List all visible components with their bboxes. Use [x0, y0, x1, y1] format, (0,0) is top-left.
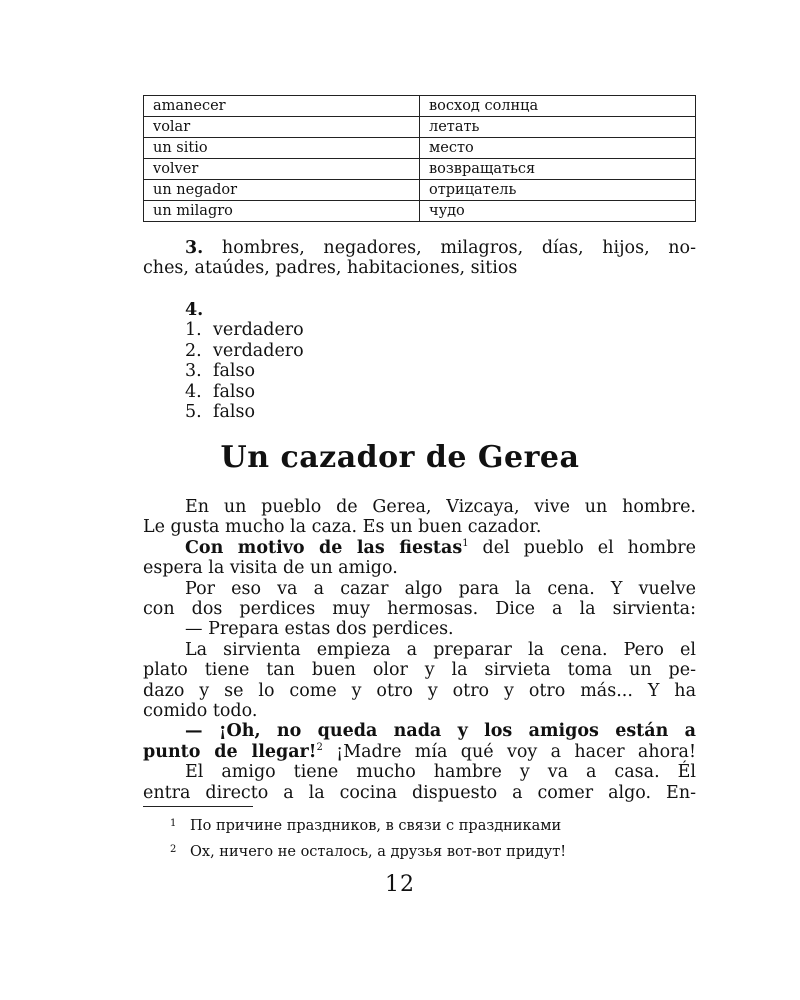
spanish-word: amanecer	[144, 96, 420, 117]
answer-number: 3.	[185, 361, 202, 382]
story-text: del pueblo el hombre	[468, 537, 696, 558]
story-line	[143, 721, 696, 741]
story-line: Por eso va a cazar algo para la cena. Y vuelve	[185, 578, 696, 599]
table-row	[144, 180, 696, 201]
footnote-ref: 2	[316, 741, 323, 753]
spanish-word: un negador	[144, 180, 420, 201]
spanish-word: volver	[144, 159, 420, 180]
bold-phrase: punto de llegar!	[143, 741, 317, 762]
story-line: La sirvienta empieza a preparar la cena. Pero el	[185, 639, 696, 660]
footnote-text: По причине праздников, в связи с праздниками	[190, 818, 562, 834]
story-line	[143, 742, 696, 762]
page-number: 12	[385, 872, 415, 897]
story-line: espera la visita de un amigo.	[143, 558, 398, 579]
bold-phrase: — ¡Oh, no queda nada y los amigos están a	[185, 721, 696, 742]
table-row	[144, 159, 696, 180]
footnote-mark: 1	[170, 818, 177, 829]
list-item	[143, 382, 696, 402]
story-line: — Prepara estas dos perdices.	[185, 619, 454, 640]
footnote-mark: 2	[170, 844, 177, 855]
exercise-3-number: 3.	[185, 238, 204, 258]
list-item	[143, 361, 696, 381]
answer-number: 5.	[185, 402, 202, 423]
exercise-3-line: ches, ataúdes, padres, habitaciones, sitios	[143, 258, 518, 279]
footnotes	[170, 812, 700, 864]
table-row	[144, 138, 696, 159]
answer-text: falso	[213, 361, 256, 382]
footnote-divider	[143, 806, 253, 807]
answer-number: 2.	[185, 340, 202, 361]
story-body	[143, 497, 696, 803]
russian-translation: восход солнца	[420, 96, 696, 117]
spanish-word: un milagro	[144, 201, 420, 222]
answer-text: verdadero	[213, 340, 304, 361]
bold-phrase: Con motivo de las fiestas	[185, 537, 463, 558]
russian-translation: летать	[420, 117, 696, 138]
table-row	[144, 96, 696, 117]
story-line: El amigo tiene mucho hambre y va a casa. Él	[185, 762, 696, 783]
story-line: con dos perdices muy hermosas. Dice a la sirvienta:	[143, 599, 696, 620]
answer-text: verdadero	[213, 320, 304, 341]
footnote-ref: 1	[462, 537, 469, 549]
spanish-word: un sitio	[144, 138, 420, 159]
russian-translation: место	[420, 138, 696, 159]
russian-translation: чудо	[420, 201, 696, 222]
list-item	[143, 320, 696, 340]
answer-number: 1.	[185, 320, 202, 341]
story-line: dazo y se lo come y otro y otro y otro más... Y ha	[143, 680, 696, 701]
answer-text: falso	[213, 381, 256, 402]
story-line: comido todo.	[143, 701, 258, 722]
answer-number: 4.	[185, 381, 202, 402]
exercise-3-answer	[143, 238, 696, 279]
russian-translation: отрицатель	[420, 180, 696, 201]
exercise-3-text: hombres, negadores, milagros, días, hijos, no-	[203, 238, 696, 258]
list-item	[143, 341, 696, 361]
story-title: Un cazador de Gerea	[220, 440, 580, 475]
spanish-word: volar	[144, 117, 420, 138]
list-item	[143, 402, 696, 422]
story-line	[143, 538, 696, 558]
russian-translation: возвращаться	[420, 159, 696, 180]
exercise-3-line	[143, 238, 696, 258]
footnote	[170, 812, 700, 838]
story-text: ¡Madre mía qué voy a hacer ahora!	[322, 741, 696, 762]
footnote	[170, 838, 700, 864]
story-line: plato tiene tan buen olor y la sirvieta toma un pe-	[143, 660, 696, 681]
story-line: En un pueblo de Gerea, Vizcaya, vive un hombre.	[185, 497, 696, 517]
footnote-text: Ох, ничего не осталось, а друзья вот-вот придут!	[190, 844, 567, 860]
table-row	[144, 201, 696, 222]
answer-text: falso	[213, 402, 256, 423]
story-line: entra directo a la cocina dispuesto a comer algo. En-	[143, 782, 696, 803]
exercise-4-heading	[143, 300, 696, 320]
exercise-4-number: 4.	[185, 300, 204, 320]
story-line: Le gusta mucho la caza. Es un buen cazador.	[143, 517, 542, 538]
vocabulary-table	[143, 95, 696, 222]
exercise-4-answer	[143, 300, 696, 422]
table-row	[144, 117, 696, 138]
